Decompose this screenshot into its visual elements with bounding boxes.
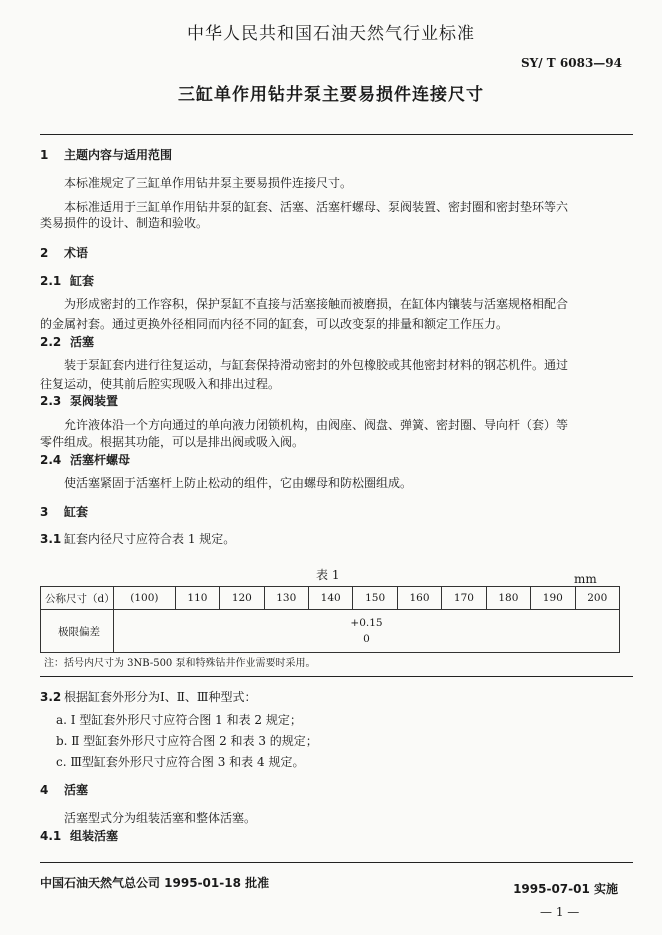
table-row [41, 610, 620, 653]
effective-date: 1995-07-01 实施 [513, 882, 618, 896]
section-2-heading: 2 术语 [40, 246, 89, 260]
table-label-nominal: 公称尺寸（d） [41, 587, 114, 610]
section-2-3-line-2: 零件组成。根据其功能，可以是排出阀或吸入阀。 [40, 435, 305, 449]
size-cell: 160 [397, 587, 441, 610]
tolerance-upper: +0.15 [350, 617, 383, 629]
section-2-1-line-2: 的金属衬套。通过更换外径相同而内径不同的缸套，可以改变泵的排量和额定工作压力。 [40, 317, 509, 331]
section-1-para-2-line-1: 本标准适用于三缸单作用钻井泵的缸套、活塞、活塞杆螺母、泵阀装置、密封圈和密封垫环等六 [64, 200, 569, 214]
size-cell: 200 [575, 587, 620, 610]
section-1-heading: 1 主题内容与适用范围 [40, 148, 173, 162]
section-4-1-heading: 4.1 组装活塞 [40, 829, 119, 843]
size-cell: 120 [220, 587, 264, 610]
section-2-4-line-1: 使活塞紧固于活塞杆上防止松动的组件，它由螺母和防松圈组成。 [64, 476, 413, 490]
table-1-unit: mm [574, 572, 597, 586]
section-4-text: 活塞型式分为组装活塞和整体活塞。 [64, 811, 257, 825]
section-2-2-heading: 2.2 活塞 [40, 335, 95, 349]
page-number: — 1 — [540, 905, 580, 919]
footer-rule [40, 862, 633, 863]
tolerance-cell [114, 610, 620, 653]
approval-line: 中国石油天然气总公司 1995-01-18 批准 [40, 876, 270, 890]
size-cell: 130 [264, 587, 308, 610]
section-2-1-heading: 2.1 缸套 [40, 274, 95, 288]
size-cell: 150 [353, 587, 397, 610]
section-2-3-line-1: 允许液体沿一个方向通过的单向液力闭锁机构，由阀座、阀盘、弹簧、密封圈、导向杆（套）等 [64, 418, 569, 432]
section-3-2-item-c: c. Ⅲ型缸套外形尺寸应符合图 3 和表 4 规定。 [56, 755, 305, 769]
table-1-note: 注：括号内尺寸为 3NB-500 泵和特殊钻井作业需要时采用。 [44, 658, 316, 669]
size-cell: 190 [531, 587, 575, 610]
issuer-heading: 中华人民共和国石油天然气行业标准 [187, 24, 475, 44]
table-bottom-rule [40, 676, 633, 677]
section-3-1-text: 3.1 缸套内径尺寸应符合表 1 规定。 [40, 532, 236, 546]
size-cell: (100) [114, 587, 176, 610]
size-cell: 180 [486, 587, 530, 610]
section-2-4-heading: 2.4 活塞杆螺母 [40, 453, 131, 467]
section-1-para-2-line-2: 类易损件的设计、制造和验收。 [40, 216, 209, 230]
standard-code: SY/ T 6083—94 [521, 56, 622, 70]
size-cell: 170 [442, 587, 486, 610]
section-3-2-text: 3.2 根据缸套外形分为Ⅰ、Ⅱ、Ⅲ种型式： [40, 690, 257, 704]
size-cell: 110 [175, 587, 219, 610]
table-1 [40, 586, 620, 653]
section-2-2-line-1: 装于泵缸套内进行往复运动，与缸套保持滑动密封的外包橡胶或其他密封材料的钢芯机件。通过 [64, 358, 569, 372]
section-2-1-line-1: 为形成密封的工作容积，保护泵缸不直接与活塞接触而被磨损，在缸体内镶装与活塞规格相配合 [64, 297, 569, 311]
tolerance-lower: 0 [363, 633, 370, 645]
document-title: 三缸单作用钻井泵主要易损件连接尺寸 [178, 85, 484, 105]
table-row [41, 587, 620, 610]
section-2-2-line-2: 往复运动，使其前后腔实现吸入和排出过程。 [40, 377, 281, 391]
section-3-heading: 3 缸套 [40, 505, 89, 519]
table-label-tolerance: 极限偏差 [41, 610, 114, 653]
section-4-heading: 4 活塞 [40, 783, 89, 797]
top-rule [40, 134, 633, 135]
table-1-caption: 表 1 [316, 568, 340, 582]
section-3-2-item-a: a. Ⅰ 型缸套外形尺寸应符合图 1 和表 2 规定； [56, 713, 302, 727]
size-cell: 140 [308, 587, 352, 610]
section-3-2-item-b: b. Ⅱ 型缸套外形尺寸应符合图 2 和表 3 的规定； [56, 734, 318, 748]
section-1-para-1: 本标准规定了三缸单作用钻井泵主要易损件连接尺寸。 [64, 176, 353, 190]
section-2-3-heading: 2.3 泵阀装置 [40, 394, 119, 408]
